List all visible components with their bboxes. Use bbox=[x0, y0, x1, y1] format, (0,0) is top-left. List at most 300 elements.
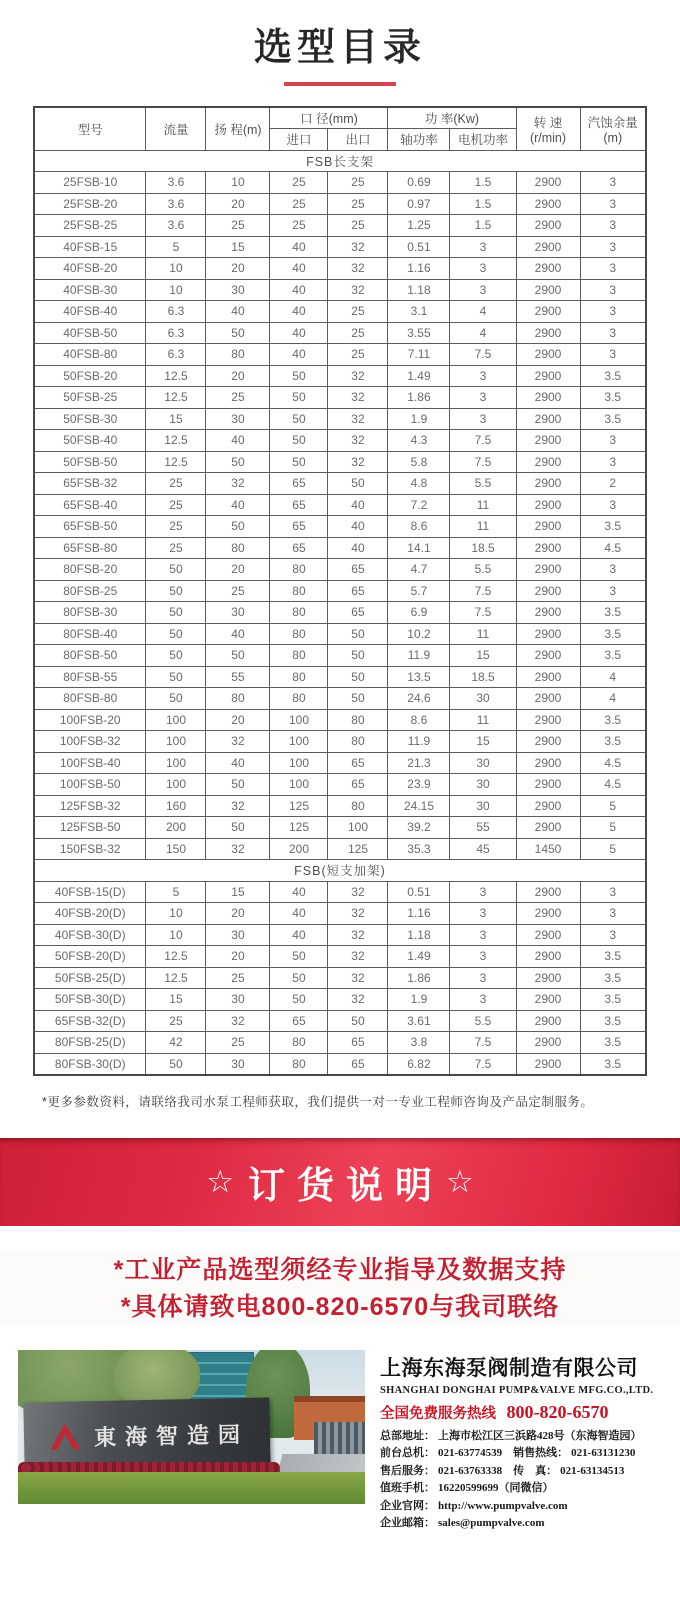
table-cell: 30 bbox=[206, 924, 270, 946]
table-cell: 40 bbox=[206, 430, 270, 452]
table-cell: 100FSB-40 bbox=[34, 752, 146, 774]
table-cell: 4.5 bbox=[580, 752, 646, 774]
table-cell: 100FSB-32 bbox=[34, 731, 146, 753]
table-cell: 2900 bbox=[516, 1010, 580, 1032]
table-cell: 3.5 bbox=[580, 1010, 646, 1032]
contact-line bbox=[380, 1428, 662, 1446]
table-cell: 50FSB-30(D) bbox=[34, 989, 146, 1011]
table-cell: 80 bbox=[270, 602, 328, 624]
table-row bbox=[34, 473, 646, 495]
table-cell: 45 bbox=[450, 838, 516, 860]
table-cell: 2900 bbox=[516, 408, 580, 430]
col-header-speed bbox=[516, 107, 580, 150]
table-cell: 3.5 bbox=[580, 623, 646, 645]
table-cell: 1.18 bbox=[388, 924, 450, 946]
table-cell: 80 bbox=[206, 344, 270, 366]
table-cell: 3.6 bbox=[146, 215, 206, 237]
table-cell: 80 bbox=[270, 580, 328, 602]
table-cell: 2900 bbox=[516, 623, 580, 645]
table-cell: 50 bbox=[270, 408, 328, 430]
table-cell: 3 bbox=[450, 946, 516, 968]
table-cell: 50 bbox=[328, 473, 388, 495]
footnote: *更多参数资料，请联络我司水泵工程师获取，我们提供一对一专业工程师咨询及产品定制服务。 bbox=[42, 1094, 594, 1109]
table-cell: 30 bbox=[206, 602, 270, 624]
company-footer bbox=[18, 1350, 662, 1533]
table-cell: 2900 bbox=[516, 967, 580, 989]
table-cell: 65 bbox=[270, 473, 328, 495]
table-row bbox=[34, 688, 646, 710]
table-cell: 1.16 bbox=[388, 903, 450, 925]
table-cell: 3.8 bbox=[388, 1032, 450, 1054]
table-cell: 25 bbox=[206, 580, 270, 602]
table-cell: 2900 bbox=[516, 645, 580, 667]
banner-title: 订货说明 bbox=[248, 1164, 444, 1206]
table-cell: 6.3 bbox=[146, 322, 206, 344]
table-cell: 3 bbox=[580, 559, 646, 581]
table-cell: 10.2 bbox=[388, 623, 450, 645]
company-logo-icon bbox=[50, 1423, 81, 1450]
table-cell: 50 bbox=[328, 666, 388, 688]
table-cell: 2900 bbox=[516, 301, 580, 323]
table-cell: 32 bbox=[328, 236, 388, 258]
table-cell: 65 bbox=[270, 516, 328, 538]
table-cell: 50 bbox=[270, 430, 328, 452]
table-cell: 125 bbox=[270, 795, 328, 817]
table-cell: 100 bbox=[270, 774, 328, 796]
table-cell: 32 bbox=[206, 731, 270, 753]
table-cell: 80 bbox=[206, 537, 270, 559]
table-cell: 50FSB-40 bbox=[34, 430, 146, 452]
table-cell: 14.1 bbox=[388, 537, 450, 559]
star-icon: ☆ bbox=[446, 1163, 474, 1199]
table-cell: 3 bbox=[450, 408, 516, 430]
table-cell: 23.9 bbox=[388, 774, 450, 796]
table-cell: 2900 bbox=[516, 236, 580, 258]
table-cell: 3.55 bbox=[388, 322, 450, 344]
table-cell: 65 bbox=[270, 1010, 328, 1032]
table-cell: 1.5 bbox=[450, 193, 516, 215]
table-cell: 32 bbox=[206, 473, 270, 495]
table-cell: 125FSB-32 bbox=[34, 795, 146, 817]
table-cell: 25 bbox=[270, 172, 328, 194]
table-cell: 7.5 bbox=[450, 430, 516, 452]
service-hotline bbox=[380, 1402, 662, 1423]
table-cell: 2900 bbox=[516, 774, 580, 796]
table-cell: 50 bbox=[328, 688, 388, 710]
table-cell: 1.18 bbox=[388, 279, 450, 301]
table-cell: 7.2 bbox=[388, 494, 450, 516]
table-cell: 40 bbox=[270, 301, 328, 323]
col-header-motor-power: 电机功率 bbox=[450, 129, 516, 151]
table-row bbox=[34, 623, 646, 645]
table-cell: 3.1 bbox=[388, 301, 450, 323]
table-cell: 80 bbox=[270, 1053, 328, 1075]
table-cell: 2900 bbox=[516, 365, 580, 387]
table-cell: 4 bbox=[580, 688, 646, 710]
table-cell: 5.5 bbox=[450, 559, 516, 581]
table-cell: 3.5 bbox=[580, 516, 646, 538]
company-info bbox=[380, 1350, 662, 1533]
table-cell: 32 bbox=[206, 1010, 270, 1032]
table-cell: 3 bbox=[450, 365, 516, 387]
table-row bbox=[34, 559, 646, 581]
table-cell: 0.51 bbox=[388, 881, 450, 903]
table-cell: 3 bbox=[580, 215, 646, 237]
table-cell: 4 bbox=[580, 666, 646, 688]
npsh-label: 汽蚀余量 bbox=[587, 115, 638, 130]
table-cell: 20 bbox=[206, 559, 270, 581]
section-header-row bbox=[34, 860, 646, 882]
table-cell: 7.11 bbox=[388, 344, 450, 366]
contact-label: 企业官网： bbox=[380, 1499, 435, 1512]
table-cell: 40FSB-40 bbox=[34, 301, 146, 323]
table-row bbox=[34, 645, 646, 667]
table-cell: 3.5 bbox=[580, 731, 646, 753]
table-cell: 65 bbox=[328, 580, 388, 602]
table-cell: 30 bbox=[450, 752, 516, 774]
table-row bbox=[34, 817, 646, 839]
factory-photo bbox=[18, 1350, 365, 1504]
table-row bbox=[34, 365, 646, 387]
table-row bbox=[34, 1053, 646, 1075]
table-cell: 2900 bbox=[516, 451, 580, 473]
col-header-model: 型号 bbox=[34, 107, 146, 150]
table-cell: 15 bbox=[146, 989, 206, 1011]
table-cell: 80 bbox=[270, 688, 328, 710]
table-cell: 32 bbox=[328, 924, 388, 946]
table-cell: 5.8 bbox=[388, 451, 450, 473]
table-cell: 3.5 bbox=[580, 1032, 646, 1054]
table-row bbox=[34, 795, 646, 817]
title-underline bbox=[284, 82, 396, 86]
table-cell: 10 bbox=[146, 279, 206, 301]
table-header-row-1 bbox=[34, 107, 646, 129]
contact-value: 16220599699（同微信） bbox=[438, 1482, 554, 1494]
table-cell: 50 bbox=[270, 967, 328, 989]
table-cell: 40 bbox=[206, 752, 270, 774]
contact-label: 传 真： bbox=[513, 1464, 558, 1477]
table-row bbox=[34, 193, 646, 215]
table-row bbox=[34, 967, 646, 989]
table-cell: 65FSB-40 bbox=[34, 494, 146, 516]
notice-line-1: *工业产品选型须经专业指导及数据支持 bbox=[113, 1255, 567, 1284]
table-cell: 100FSB-20 bbox=[34, 709, 146, 731]
table-row bbox=[34, 516, 646, 538]
table-cell: 35.3 bbox=[388, 838, 450, 860]
table-cell: 3 bbox=[450, 279, 516, 301]
table-cell: 10 bbox=[206, 172, 270, 194]
table-cell: 80FSB-20 bbox=[34, 559, 146, 581]
table-row bbox=[34, 258, 646, 280]
table-cell: 8.6 bbox=[388, 709, 450, 731]
table-cell: 25 bbox=[146, 473, 206, 495]
table-cell: 18.5 bbox=[450, 537, 516, 559]
table-cell: 3.5 bbox=[580, 365, 646, 387]
table-cell: 50FSB-30 bbox=[34, 408, 146, 430]
section-title: FSB(短支加架) bbox=[34, 860, 646, 882]
section-title: FSB长支架 bbox=[34, 150, 646, 172]
table-cell: 40 bbox=[270, 881, 328, 903]
table-cell: 32 bbox=[328, 430, 388, 452]
table-cell: 20 bbox=[206, 903, 270, 925]
table-cell: 3 bbox=[580, 430, 646, 452]
table-cell: 40 bbox=[270, 903, 328, 925]
table-cell: 5 bbox=[580, 795, 646, 817]
table-cell: 4 bbox=[450, 301, 516, 323]
table-cell: 2900 bbox=[516, 817, 580, 839]
table-cell: 2900 bbox=[516, 580, 580, 602]
table-cell: 2900 bbox=[516, 924, 580, 946]
table-cell: 80 bbox=[270, 559, 328, 581]
table-cell: 7.5 bbox=[450, 1053, 516, 1075]
table-cell: 30 bbox=[206, 989, 270, 1011]
table-cell: 10 bbox=[146, 924, 206, 946]
table-cell: 80FSB-30(D) bbox=[34, 1053, 146, 1075]
table-cell: 100FSB-50 bbox=[34, 774, 146, 796]
table-cell: 65FSB-80 bbox=[34, 537, 146, 559]
table-cell: 3 bbox=[580, 451, 646, 473]
table-cell: 1450 bbox=[516, 838, 580, 860]
company-name-cn: 上海东海泵阀制造有限公司 bbox=[380, 1356, 638, 1380]
table-cell: 100 bbox=[328, 817, 388, 839]
table-cell: 0.97 bbox=[388, 193, 450, 215]
table-cell: 200 bbox=[270, 838, 328, 860]
table-cell: 32 bbox=[328, 365, 388, 387]
table-cell: 25 bbox=[328, 301, 388, 323]
table-cell: 50 bbox=[146, 580, 206, 602]
table-cell: 39.2 bbox=[388, 817, 450, 839]
contact-label: 销售热线： bbox=[513, 1447, 569, 1459]
table-cell: 2900 bbox=[516, 537, 580, 559]
table-cell: 2900 bbox=[516, 473, 580, 495]
table-row bbox=[34, 322, 646, 344]
table-cell: 2900 bbox=[516, 279, 580, 301]
table-cell: 25 bbox=[146, 516, 206, 538]
table-cell: 12.5 bbox=[146, 430, 206, 452]
table-cell: 25 bbox=[328, 215, 388, 237]
table-cell: 3 bbox=[580, 279, 646, 301]
contact-value: 上海市松江区三浜路428号（东海智造园） bbox=[438, 1429, 642, 1442]
table-cell: 2900 bbox=[516, 172, 580, 194]
table-cell: 3 bbox=[580, 903, 646, 925]
table-cell: 30 bbox=[206, 1053, 270, 1075]
contact-label: 企业邮箱： bbox=[380, 1517, 435, 1529]
table-cell: 2900 bbox=[516, 516, 580, 538]
table-cell: 12.5 bbox=[146, 365, 206, 387]
table-cell: 3 bbox=[450, 924, 516, 946]
table-row bbox=[34, 752, 646, 774]
contact-label: 值班手机： bbox=[380, 1482, 435, 1494]
table-cell: 80 bbox=[328, 731, 388, 753]
table-cell: 5 bbox=[146, 236, 206, 258]
contact-value: 021-63763338 bbox=[438, 1464, 503, 1477]
col-header-power: 功 率(Kw) bbox=[388, 107, 516, 129]
table-cell: 80 bbox=[270, 666, 328, 688]
table-cell: 2900 bbox=[516, 795, 580, 817]
table-cell: 7.5 bbox=[450, 580, 516, 602]
table-cell: 4.3 bbox=[388, 430, 450, 452]
table-cell: 7.5 bbox=[450, 1032, 516, 1054]
table-cell: 25 bbox=[270, 215, 328, 237]
table-row bbox=[34, 924, 646, 946]
hotline-number: 800-820-6570 bbox=[506, 1401, 609, 1422]
table-cell: 65 bbox=[328, 1032, 388, 1054]
table-cell: 32 bbox=[328, 451, 388, 473]
table-cell: 30 bbox=[450, 795, 516, 817]
table-cell: 50 bbox=[270, 451, 328, 473]
table-cell: 3.5 bbox=[580, 602, 646, 624]
table-cell: 200 bbox=[146, 817, 206, 839]
table-cell: 2900 bbox=[516, 1053, 580, 1075]
table-cell: 100 bbox=[146, 774, 206, 796]
table-cell: 30 bbox=[206, 408, 270, 430]
table-row bbox=[34, 731, 646, 753]
table-cell: 40 bbox=[270, 344, 328, 366]
col-header-outlet: 出口 bbox=[328, 129, 388, 151]
table-cell: 3 bbox=[580, 172, 646, 194]
table-cell: 50 bbox=[146, 666, 206, 688]
table-cell: 100 bbox=[270, 709, 328, 731]
table-cell: 20 bbox=[206, 365, 270, 387]
table-cell: 3 bbox=[580, 236, 646, 258]
table-cell: 80 bbox=[328, 795, 388, 817]
table-cell: 40FSB-15 bbox=[34, 236, 146, 258]
table-body bbox=[34, 150, 646, 1075]
col-header-diameter: 口 径(mm) bbox=[270, 107, 388, 129]
table-cell: 32 bbox=[206, 838, 270, 860]
table-cell: 25FSB-20 bbox=[34, 193, 146, 215]
table-cell: 25 bbox=[146, 1010, 206, 1032]
table-cell: 50 bbox=[328, 1010, 388, 1032]
table-cell: 3.5 bbox=[580, 408, 646, 430]
photo-sign-text: 東海智造园 bbox=[93, 1420, 250, 1450]
table-row bbox=[34, 602, 646, 624]
table-cell: 50 bbox=[270, 387, 328, 409]
table-cell: 50 bbox=[206, 451, 270, 473]
notice-section bbox=[0, 1252, 680, 1326]
table-row bbox=[34, 236, 646, 258]
table-cell: 55 bbox=[450, 817, 516, 839]
table-cell: 150 bbox=[146, 838, 206, 860]
table-cell: 150FSB-32 bbox=[34, 838, 146, 860]
table-cell: 3 bbox=[580, 301, 646, 323]
table-cell: 40FSB-50 bbox=[34, 322, 146, 344]
table-cell: 11 bbox=[450, 709, 516, 731]
table-cell: 25 bbox=[206, 1032, 270, 1054]
table-cell: 80 bbox=[270, 623, 328, 645]
table-cell: 65FSB-50 bbox=[34, 516, 146, 538]
table-cell: 8.6 bbox=[388, 516, 450, 538]
table-cell: 2900 bbox=[516, 193, 580, 215]
order-info-banner bbox=[0, 1138, 680, 1226]
table-row bbox=[34, 946, 646, 968]
table-cell: 25 bbox=[328, 193, 388, 215]
table-cell: 40 bbox=[270, 258, 328, 280]
table-cell: 32 bbox=[328, 408, 388, 430]
col-header-flow: 流量 bbox=[146, 107, 206, 150]
table-cell: 32 bbox=[328, 903, 388, 925]
table-cell: 50FSB-20(D) bbox=[34, 946, 146, 968]
table-cell: 18.5 bbox=[450, 666, 516, 688]
table-cell: 15 bbox=[206, 881, 270, 903]
table-cell: 50FSB-25(D) bbox=[34, 967, 146, 989]
table-cell: 50 bbox=[146, 602, 206, 624]
table-cell: 2900 bbox=[516, 494, 580, 516]
table-cell: 80FSB-50 bbox=[34, 645, 146, 667]
contact-label: 前台总机： bbox=[380, 1447, 435, 1459]
col-header-npsh bbox=[580, 107, 646, 150]
table-cell: 12.5 bbox=[146, 967, 206, 989]
table-row bbox=[34, 580, 646, 602]
table-cell: 32 bbox=[328, 279, 388, 301]
table-cell: 50 bbox=[328, 645, 388, 667]
table-cell: 65 bbox=[270, 494, 328, 516]
speed-label: 转 速 bbox=[533, 115, 563, 130]
table-cell: 125 bbox=[328, 838, 388, 860]
table-cell: 3 bbox=[580, 580, 646, 602]
table-cell: 80FSB-25 bbox=[34, 580, 146, 602]
table-cell: 1.5 bbox=[450, 215, 516, 237]
table-cell: 3.6 bbox=[146, 193, 206, 215]
table-cell: 3 bbox=[580, 344, 646, 366]
table-cell: 3 bbox=[580, 924, 646, 946]
table-cell: 2900 bbox=[516, 731, 580, 753]
table-cell: 50 bbox=[206, 645, 270, 667]
table-row bbox=[34, 666, 646, 688]
col-header-inlet: 进口 bbox=[270, 129, 328, 151]
title-section bbox=[0, 0, 680, 86]
table-cell: 3.6 bbox=[146, 172, 206, 194]
table-cell: 40 bbox=[206, 494, 270, 516]
table-cell: 3.5 bbox=[580, 989, 646, 1011]
table-cell: 80 bbox=[206, 688, 270, 710]
table-cell: 80 bbox=[270, 645, 328, 667]
table-cell: 25 bbox=[328, 322, 388, 344]
table-cell: 80 bbox=[328, 709, 388, 731]
table-cell: 25 bbox=[206, 215, 270, 237]
table-cell: 12.5 bbox=[146, 387, 206, 409]
company-name-en: SHANGHAI DONGHAI PUMP&VALVE MFG.CO.,LTD. bbox=[380, 1384, 654, 1396]
table-cell: 3 bbox=[450, 903, 516, 925]
table-row bbox=[34, 344, 646, 366]
table-cell: 2900 bbox=[516, 344, 580, 366]
npsh-unit: (m) bbox=[603, 130, 623, 145]
table-cell: 5.7 bbox=[388, 580, 450, 602]
table-cell: 80FSB-25(D) bbox=[34, 1032, 146, 1054]
table-cell: 7.5 bbox=[450, 451, 516, 473]
table-cell: 2900 bbox=[516, 559, 580, 581]
table-cell: 2900 bbox=[516, 881, 580, 903]
table-row bbox=[34, 494, 646, 516]
table-cell: 50 bbox=[206, 774, 270, 796]
table-cell: 5 bbox=[146, 881, 206, 903]
table-cell: 65FSB-32(D) bbox=[34, 1010, 146, 1032]
table-cell: 32 bbox=[206, 795, 270, 817]
table-cell: 2900 bbox=[516, 666, 580, 688]
table-cell: 32 bbox=[328, 258, 388, 280]
table-cell: 40FSB-30 bbox=[34, 279, 146, 301]
table-cell: 0.69 bbox=[388, 172, 450, 194]
table-cell: 100 bbox=[270, 731, 328, 753]
table-cell: 25 bbox=[328, 344, 388, 366]
table-cell: 3 bbox=[450, 989, 516, 1011]
table-cell: 25 bbox=[146, 537, 206, 559]
table-cell: 100 bbox=[146, 752, 206, 774]
table-cell: 40FSB-20 bbox=[34, 258, 146, 280]
table-cell: 65 bbox=[270, 537, 328, 559]
table-row bbox=[34, 408, 646, 430]
table-cell: 1.86 bbox=[388, 967, 450, 989]
